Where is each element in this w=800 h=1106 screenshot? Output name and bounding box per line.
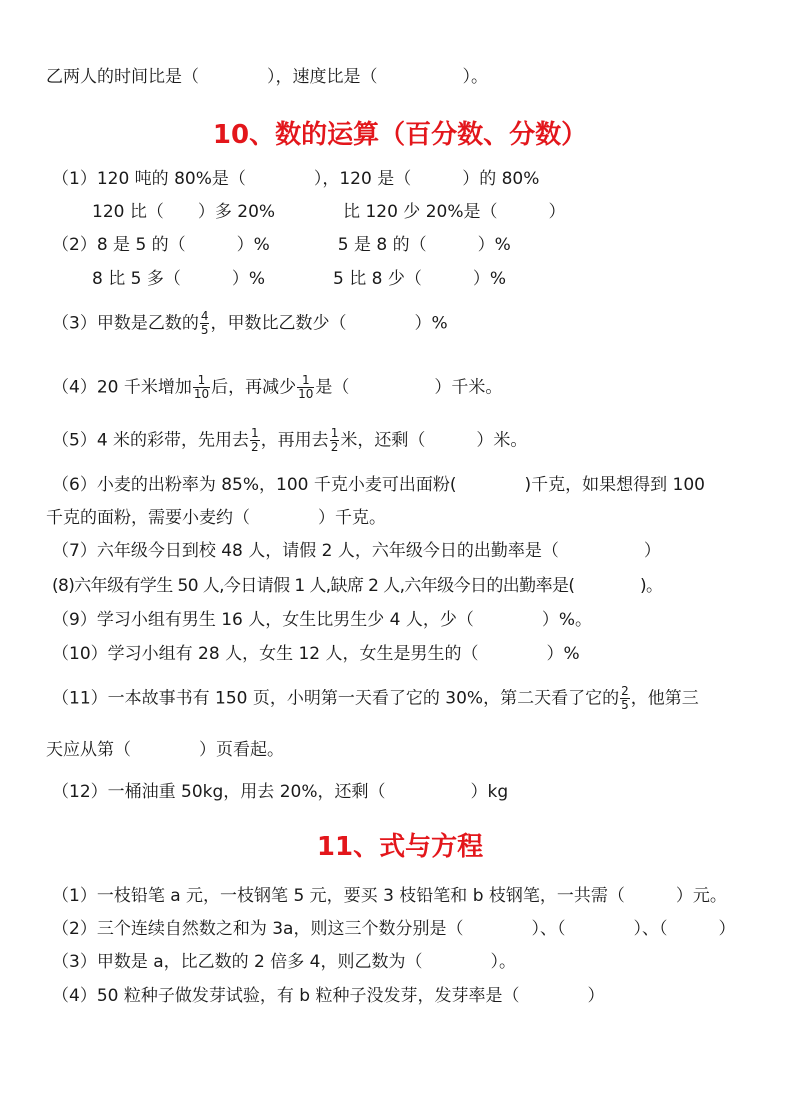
problem-2b-text: 8 比 5 多（ ）% 5 比 8 少（ ）%	[92, 269, 506, 289]
problem-11-pre: （11）一本故事书有 150 页，小明第一天看了它的 30%，第二天看了它的	[52, 688, 620, 709]
equation-2-text: （2）三个连续自然数之和为 3a，则这三个数分别是（ ）、（ ）、（ ）	[52, 919, 736, 939]
problem-2b	[92, 266, 506, 292]
problem-9-text: （9）学习小组有男生 16 人，女生比男生少 4 人，少（ ）%。	[52, 610, 593, 630]
problem-3-pre: （3）甲数是乙数的	[52, 313, 199, 334]
problem-4	[52, 374, 502, 401]
equation-2	[52, 916, 735, 942]
problem-9	[52, 607, 592, 633]
problem-8-text: (8)六年级有学生 50 人,今日请假 1 人,缺席 2 人,六年级今日的出勤率是( )。	[52, 576, 663, 596]
problem-12	[52, 779, 508, 805]
problem-11-post: ，他第三	[630, 688, 699, 709]
problem-6a	[52, 472, 705, 498]
problem-4-mid: 后，再减少	[211, 377, 297, 398]
fraction-one-tenth-2: $\frac{1}{10}$	[298, 373, 314, 401]
fraction-one-half-2: $\frac{1}{2}$	[330, 426, 339, 454]
fraction-four-fifths: $\frac{4}{5}$	[200, 309, 209, 337]
problem-11b-text: 天应从第（ ）页看起。	[46, 740, 284, 760]
equation-3	[52, 949, 516, 975]
intro-text: 乙两人的时间比是（ ），速度比是（ ）。	[46, 67, 488, 87]
section-11-title: 11、式与方程	[316, 832, 484, 862]
problem-3-post: ，甲数比乙数少（ ）%	[210, 313, 448, 334]
fraction-one-tenth: $\frac{1}{10}$	[193, 373, 210, 401]
problem-1b-text: 120 比（ ）多 20% 比 120 少 20%是（ ）	[92, 202, 566, 222]
problem-12-text: （12）一桶油重 50kg，用去 20%，还剩（ ）kg	[52, 782, 509, 802]
problem-7-text: （7）六年级今日到校 48 人，请假 2 人，六年级今日的出勤率是（ ）	[52, 541, 661, 561]
problem-4-post: 是（ ）千米。	[315, 377, 503, 398]
problem-5-pre: （5）4 米的彩带，先用去	[52, 430, 250, 451]
problem-1a	[52, 166, 539, 192]
equation-1	[52, 883, 727, 909]
problem-5	[52, 427, 527, 454]
problem-1a-text: （1）120 吨的 80%是（ ），120 是（ ）的 80%	[52, 169, 540, 189]
fraction-one-half: $\frac{1}{2}$	[251, 426, 259, 454]
problem-10-text: （10）学习小组有 28 人，女生 12 人，女生是男生的（ ）%	[52, 644, 580, 664]
problem-11b	[46, 737, 284, 763]
problem-1b	[92, 199, 565, 225]
problem-2a	[52, 232, 511, 258]
problem-5-post: 米，还剩（ ）米。	[340, 430, 528, 451]
equation-3-text: （3）甲数是 a，比乙数的 2 倍多 4，则乙数为（ ）。	[52, 952, 516, 972]
problem-3	[52, 310, 448, 337]
problem-6a-text: （6）小麦的出粉率为 85%，100 千克小麦可出面粉( )千克，如果想得到 100	[52, 475, 705, 495]
problem-4-pre: （4）20 千米增加	[52, 377, 192, 398]
problem-6b	[46, 505, 386, 531]
problem-10	[52, 641, 580, 667]
problem-7	[52, 538, 661, 564]
problem-6b-text: 千克的面粉，需要小麦约（ ）千克。	[46, 508, 386, 528]
equation-4	[52, 983, 604, 1009]
section-10-title: 10、数的运算（百分数、分数）	[212, 120, 588, 150]
problem-2a-text: （2）8 是 5 的（ ）% 5 是 8 的（ ）%	[52, 235, 511, 255]
intro-line	[46, 64, 488, 90]
problem-8	[52, 573, 662, 599]
problem-11a	[52, 685, 699, 712]
fraction-two-fifths: $\frac{2}{5}$	[621, 684, 629, 712]
equation-4-text: （4）50 粒种子做发芽试验，有 b 粒种子没发芽，发芽率是（ ）	[52, 986, 605, 1006]
equation-1-text: （1）一枝铅笔 a 元，一枝钢笔 5 元，要买 3 枝铅笔和 b 枝钢笔，一共需（ ）元。	[52, 886, 727, 906]
problem-5-mid: ，再用去	[260, 430, 329, 451]
